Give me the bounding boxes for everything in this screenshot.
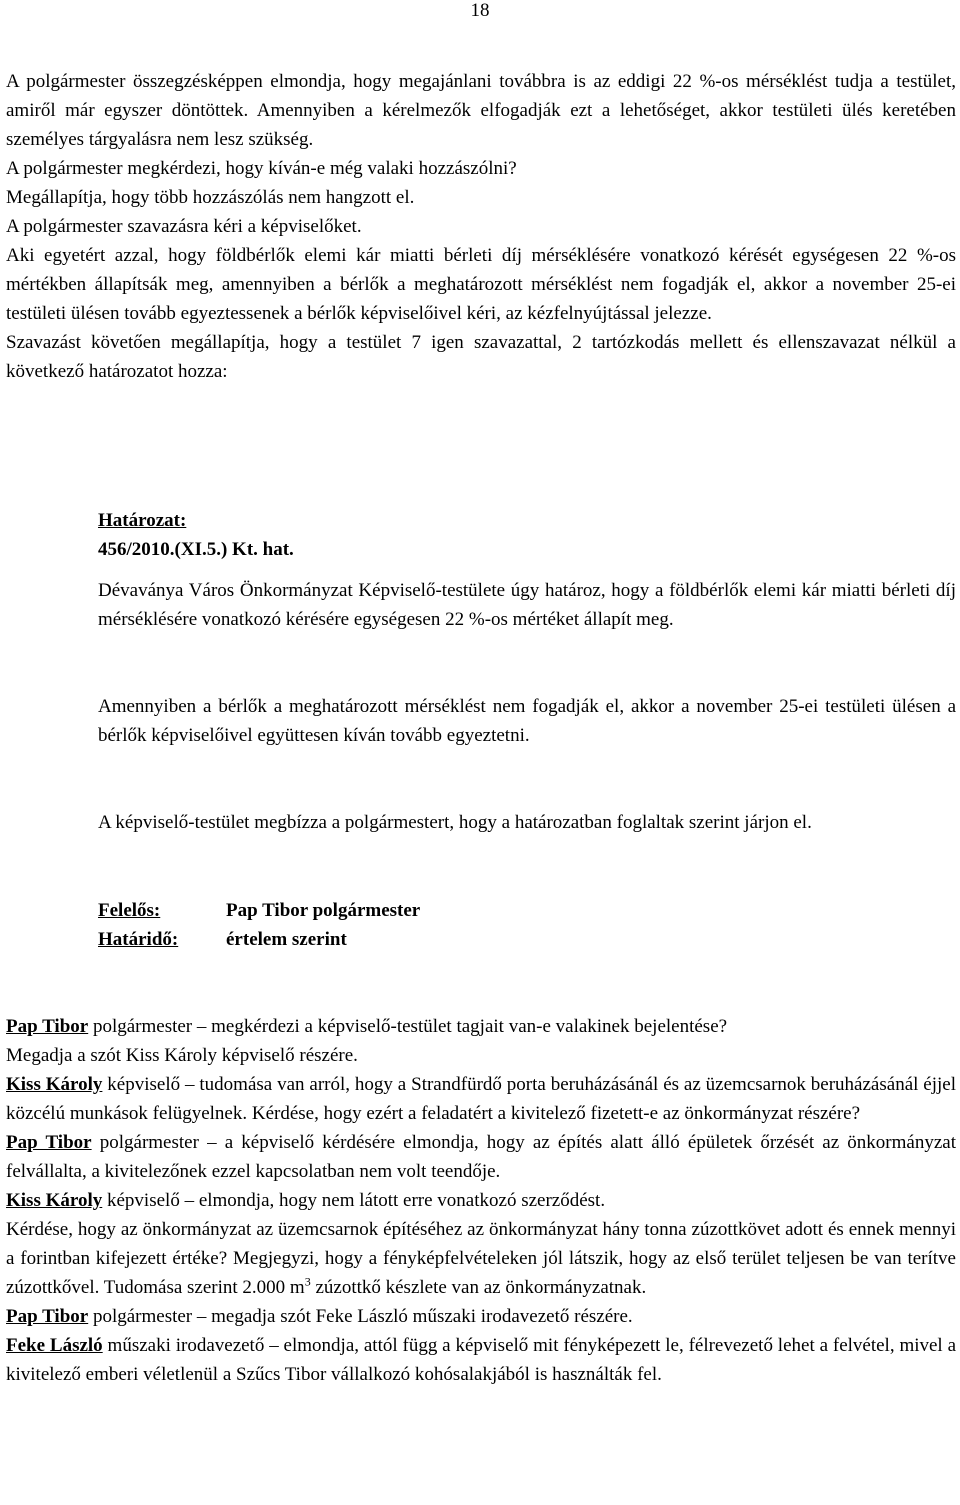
speaker-name: Pap Tibor	[6, 1132, 92, 1153]
superscript-three: 3	[304, 1274, 311, 1289]
responsible-row	[98, 896, 956, 925]
speaker-text: képviselő – tudomása van arról, hogy a Strandfürdő porta beruházásánál és az üzemcsarnok beruházásánál éjjel közcélú munkások felügyelnek. Kérdése, hogy ezért a feladatért a kivitelező fizetett-e az önkormányzat részére?	[6, 1074, 956, 1124]
speaker-text: műszaki irodavezető – elmondja, attól függ a képviselő mit fényképezett le, félrevezető lehet a felvétel, mivel a kivitelező emberi véletlenül a Szűcs Tibor vállalkozó kohósalakjából is használták fel.	[6, 1335, 957, 1385]
discussion-paragraph: Megadja a szót Kiss Károly képviselő részére.	[6, 1045, 358, 1066]
discussion-paragraph	[6, 1331, 956, 1389]
speaker-text: képviselő – elmondja, hogy nem látott erre vonatkozó szerződést.	[102, 1190, 606, 1211]
intro-paragraph: A polgármester szavazásra kéri a képviselőket.	[6, 216, 362, 237]
responsibility-block	[98, 896, 956, 954]
question-text: Kérdése, hogy az önkormányzat az üzemcsarnok építéséhez az önkormányzat hány tonna zúzottkövet adott és ennek mennyi a forintban kifejezett értéke? Megjegyzi, hogy a fényképfelvételeken jól látszik, hogy az első terület teljesen be van terítve zúzottkővel. Tudomása szerint 2.000 m	[6, 1219, 956, 1298]
discussion-paragraph	[6, 1012, 956, 1041]
resolution-heading	[98, 506, 956, 535]
question-text-end: zúzottkő készlete van az önkormányzatnak.	[310, 1277, 647, 1298]
intro-section	[6, 67, 956, 386]
resolution-paragraph-text: A képviselő-testület megbízza a polgármestert, hogy a határozatban foglaltak szerint járjon el.	[98, 812, 812, 833]
discussion-paragraph	[6, 1302, 956, 1331]
intro-paragraph: Szavazást követően megállapítja, hogy a testület 7 igen szavazattal, 2 tartózkodás mellett és ellenszavazat nélkül a következő határozatot hozza:	[6, 332, 956, 382]
discussion-paragraph	[6, 1128, 956, 1186]
speaker-name: Feke László	[6, 1335, 103, 1356]
resolution-heading-text: Határozat:	[98, 510, 187, 531]
intro-paragraph: Megállapítja, hogy több hozzászólás nem hangzott el.	[6, 187, 415, 208]
speaker-name: Kiss Károly	[6, 1074, 103, 1095]
intro-paragraph: A polgármester összegzésképpen elmondja, hogy megajánlani továbbra is az eddigi 22 %-os mérséklést tudja a testület, amiről már egyszer döntöttek. Amennyiben a kérelmezők elfogadják ezt a lehetőséget, akkor testületi ülés keretében személyes tárgyalásra nem lesz szükség.	[6, 71, 956, 150]
discussion-paragraph	[6, 1070, 956, 1128]
responsible-value: Pap Tibor polgármester	[226, 900, 421, 921]
intro-paragraph: A polgármester megkérdezi, hogy kíván-e még valaki hozzászólni?	[6, 158, 517, 179]
speaker-text: polgármester – megkérdezi a képviselő-testület tagjait van-e valakinek bejelentése?	[88, 1016, 728, 1037]
resolution-number-text: 456/2010.(XI.5.) Kt. hat.	[98, 539, 294, 560]
discussion-paragraph	[6, 1215, 956, 1302]
deadline-value: értelem szerint	[226, 929, 347, 950]
resolution-paragraph-text: Amennyiben a bérlők a meghatározott mérséklést nem fogadják el, akkor a november 25-ei testületi ülésen a bérlők képviselőivel együttesen kíván tovább egyeztetni.	[98, 696, 956, 746]
resolution-paragraph	[98, 808, 956, 837]
deadline-row	[98, 925, 956, 954]
page-number: 18	[470, 0, 490, 21]
discussion-section	[6, 1012, 956, 1389]
resolution-paragraph	[98, 576, 956, 634]
intro-paragraph: Aki egyetért azzal, hogy földbérlők elemi kár miatti bérleti díj mérséklésére vonatkozó kérését egységesen 22 %-os mértékben állapítsák meg, amennyiben a bérlők a meghatározott mérséklést nem fogadják el, akkor a november 25-ei testületi ülésen tovább egyeztessenek a bérlők képviselőivel kéri, az kézfelnyújtással jelezze.	[6, 245, 956, 324]
responsible-label: Felelős:	[98, 900, 161, 921]
speaker-name: Pap Tibor	[6, 1016, 89, 1037]
speaker-text: polgármester – a képviselő kérdésére elmondja, hogy az építés alatt álló épületek őrzését az önkormányzat felvállalta, a kivitelezőnek ezzel kapcsolatban nem volt teendője.	[6, 1132, 956, 1182]
resolution-number	[98, 535, 956, 564]
speaker-text: polgármester – megadja szót Feke László műszaki irodavezető részére.	[88, 1306, 633, 1327]
resolution-paragraph-text: Dévaványa Város Önkormányzat Képviselő-testülete úgy határoz, hogy a földbérlők elemi kár miatti bérleti díj mérséklésére vonatkozó kérésére egységesen 22 %-os mértéket állapít meg.	[98, 580, 956, 630]
discussion-paragraph	[6, 1186, 956, 1215]
speaker-name: Pap Tibor	[6, 1306, 89, 1327]
speaker-name: Kiss Károly	[6, 1190, 103, 1211]
deadline-label: Határidő:	[98, 929, 179, 950]
resolution-paragraph	[98, 692, 956, 750]
